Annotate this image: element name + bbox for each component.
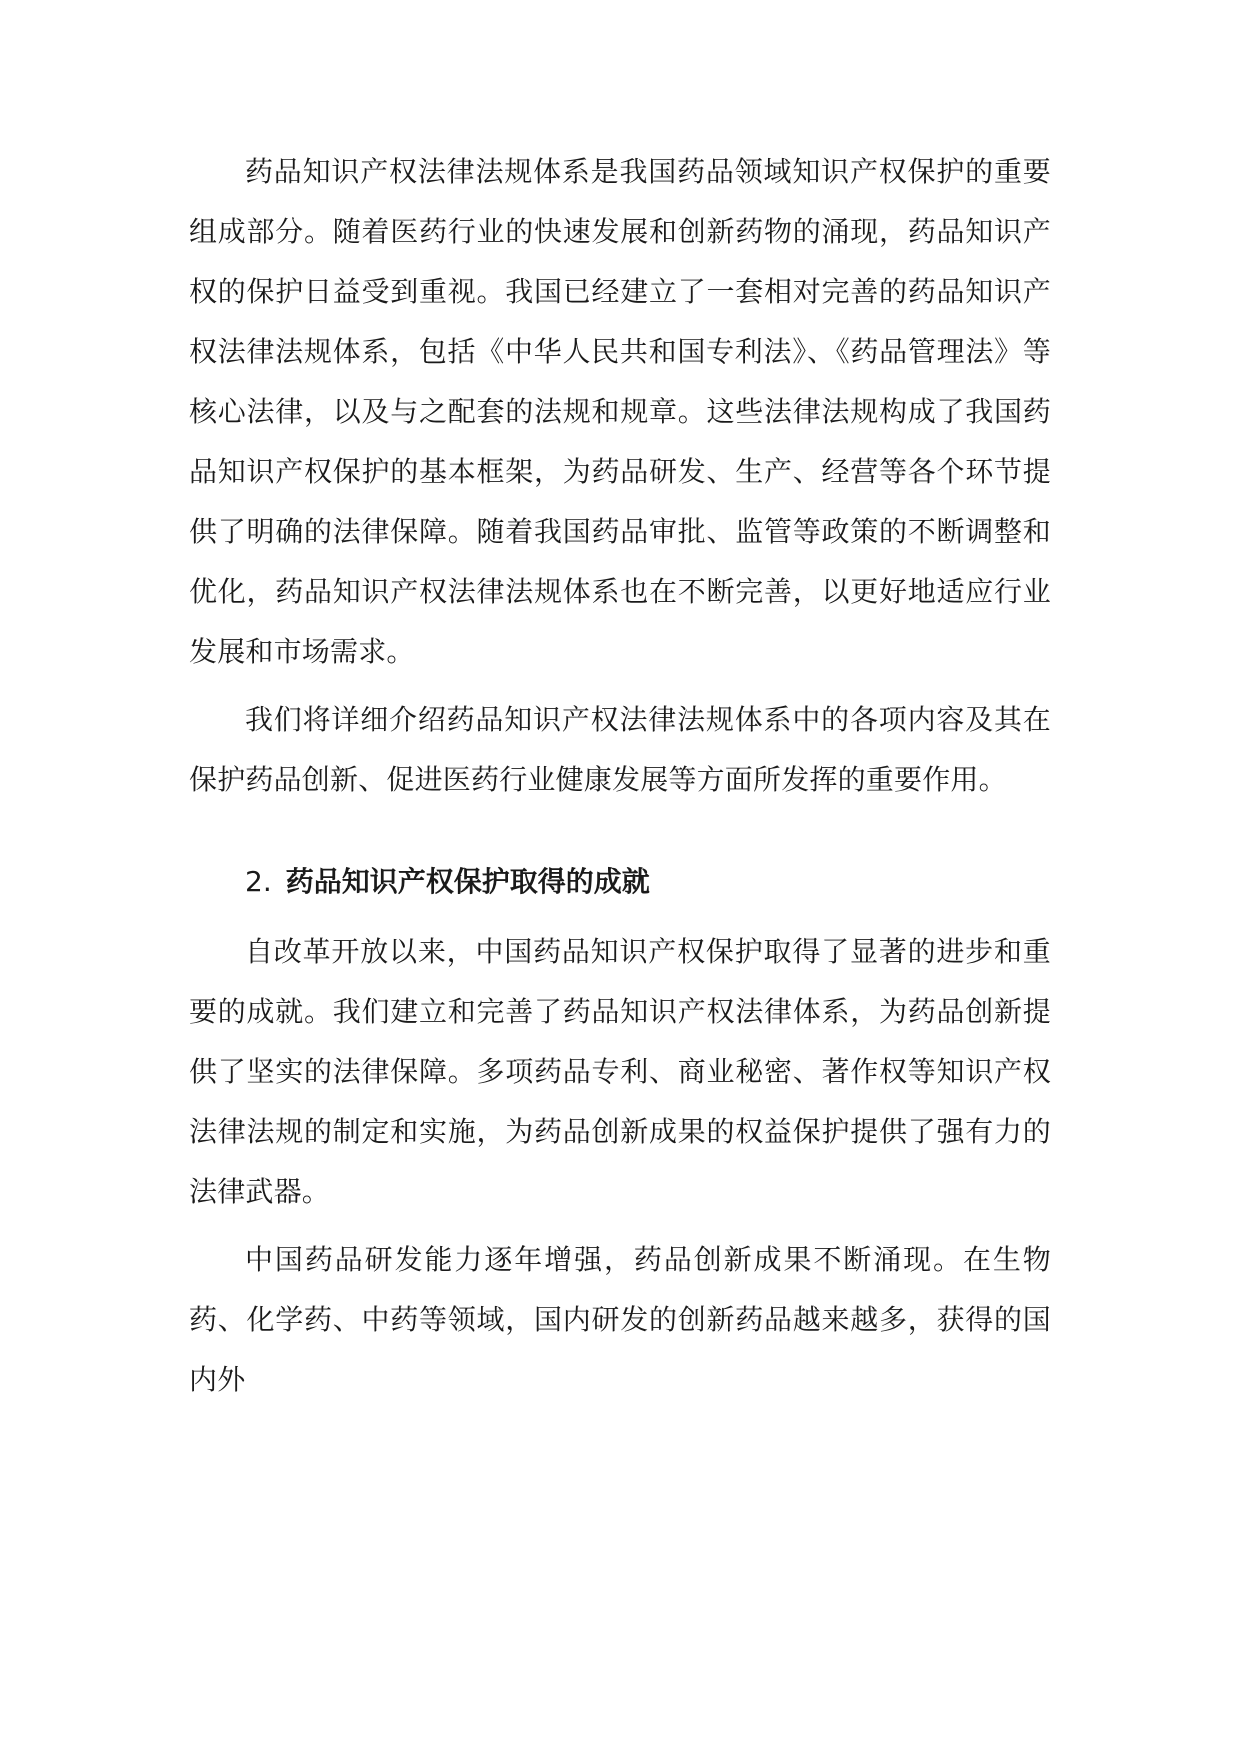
paragraph-rd-capability: 中国药品研发能力逐年增强，药品创新成果不断涌现。在生物药、化学药、中药等领域，国内研发的创新药品越来越多，获得的国内外: [189, 1243, 1051, 1396]
section-number: 2.: [245, 865, 272, 898]
document-body: [189, 142, 1051, 1410]
paragraph-ip-legal-system: 药品知识产权法律法规体系是我国药品领域知识产权保护的重要组成部分。随着医药行业的快速发展和创新药物的涌现，药品知识产权的保护日益受到重视。我国已经建立了一套相对完善的药品知识产权法律法规体系，包括《中华人民共和国专利法》、《药品管理法》等核心法律，以及与之配套的法规和规章。这些法律法规构成了我国药品知识产权保护的基本框架，为药品研发、生产、经营等各个环节提供了明确的法律保障。随着我国药品审批、监管等政策的不断调整和优化，药品知识产权法律法规体系也在不断完善，以更好地适应行业发展和市场需求。: [189, 155, 1051, 668]
paragraph-introduction-scope: 我们将详细介绍药品知识产权法律法规体系中的各项内容及其在保护药品创新、促进医药行业健康发展等方面所发挥的重要作用。: [189, 703, 1051, 796]
paragraph-achievements: 自改革开放以来，中国药品知识产权保护取得了显著的进步和重要的成就。我们建立和完善了药品知识产权法律体系，为药品创新提供了坚实的法律保障。多项药品专利、商业秘密、著作权等知识产权法律法规的制定和实施，为药品创新成果的权益保护提供了强有力的法律武器。: [189, 935, 1051, 1208]
section-heading: [189, 852, 1051, 912]
section-title: 药品知识产权保护取得的成就: [285, 865, 650, 898]
